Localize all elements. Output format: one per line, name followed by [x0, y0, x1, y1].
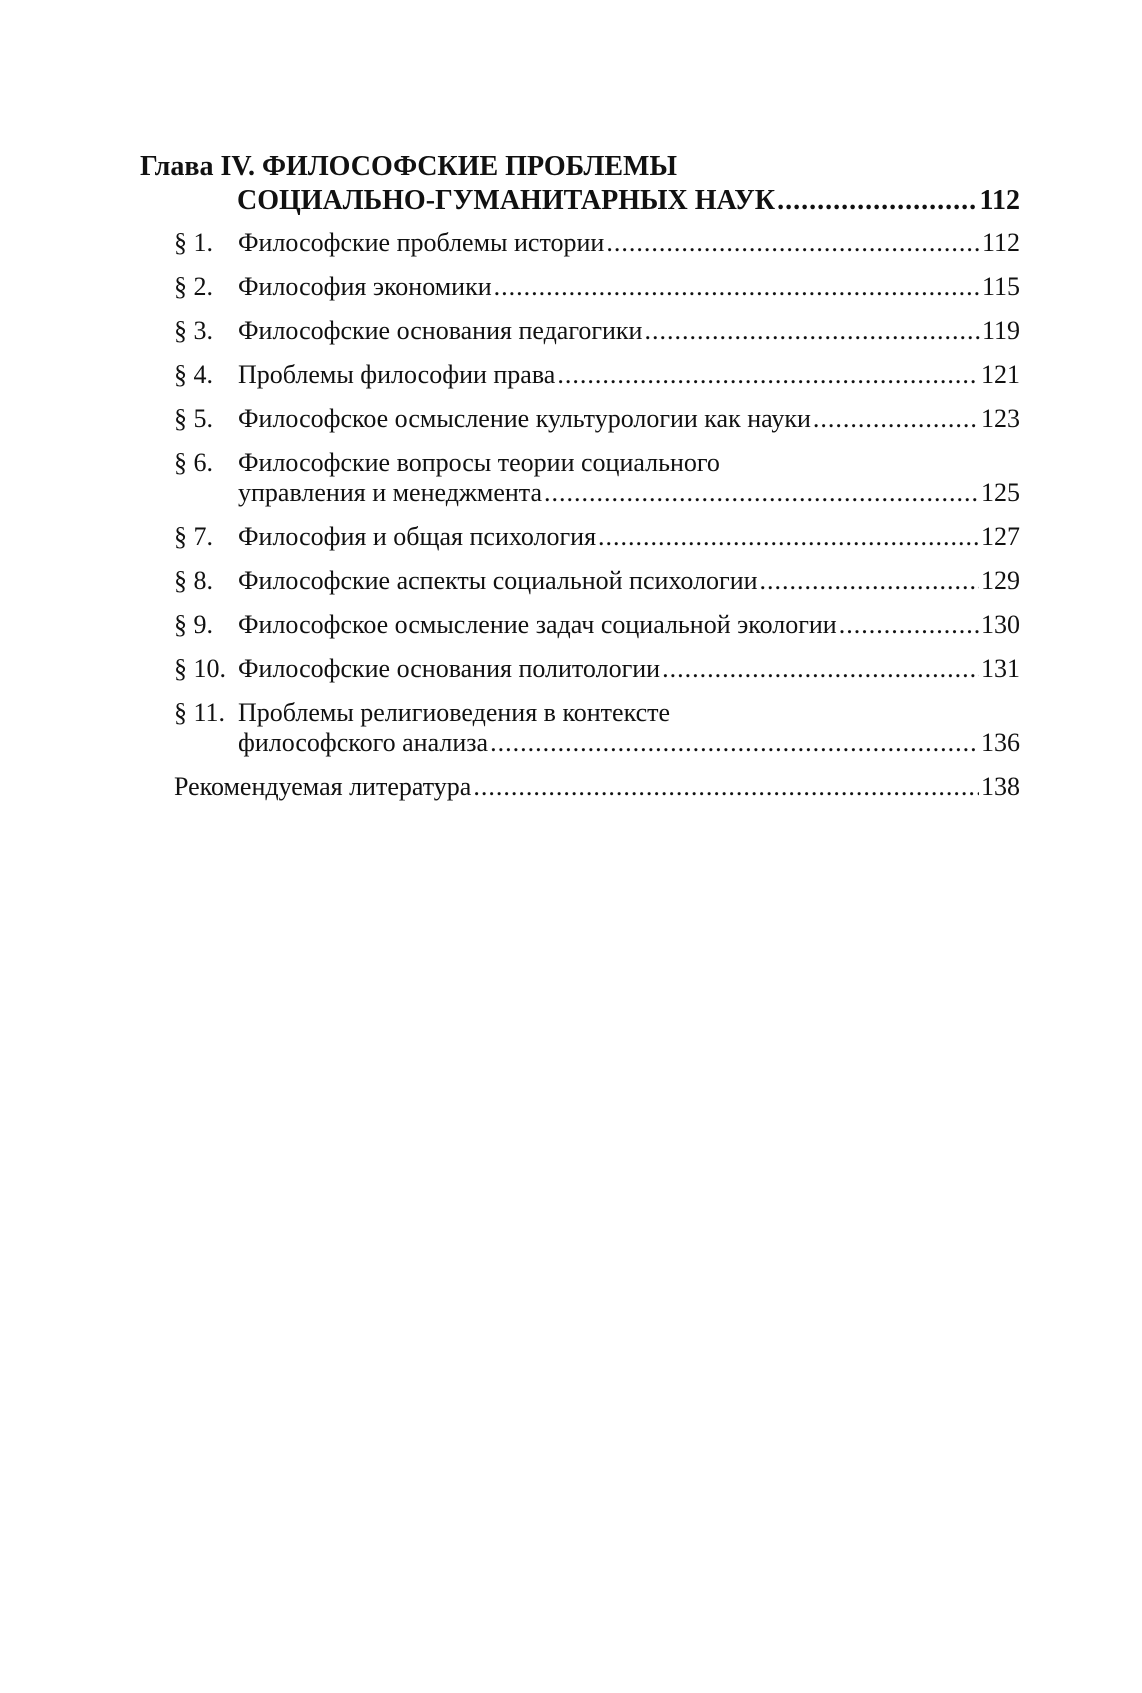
section-number: § 4.	[174, 360, 213, 389]
section-title-row	[238, 698, 1020, 728]
section-page-number: 119	[981, 316, 1020, 345]
toc-entry	[140, 522, 1020, 552]
dot-leader	[473, 772, 979, 802]
section-title-row	[238, 728, 1020, 758]
section-page-number: 136	[981, 728, 1020, 757]
section-title: философского анализа	[238, 728, 489, 757]
section-title: Проблемы религиоведения в контексте	[238, 698, 671, 727]
literature-body	[174, 772, 1020, 802]
section-title: Философия экономики	[238, 272, 492, 301]
dot-leader	[644, 316, 979, 346]
section-number: § 1.	[174, 228, 213, 257]
section-page-number: 121	[981, 360, 1020, 389]
toc-entry	[140, 404, 1020, 434]
section-title-row	[238, 522, 1020, 552]
section-body	[238, 566, 1020, 596]
chapter-title-line2-row	[140, 184, 1020, 218]
section-title: Проблемы философии права	[238, 360, 556, 389]
section-body	[238, 698, 1020, 758]
chapter-title-line2: СОЦИАЛЬНО-ГУМАНИТАРНЫХ НАУК	[237, 185, 776, 216]
section-body	[238, 404, 1020, 434]
section-body	[238, 360, 1020, 390]
section-page-number: 127	[981, 522, 1020, 551]
section-page-number: 123	[981, 404, 1020, 433]
section-body	[238, 272, 1020, 302]
section-title: управления и менеджмента	[238, 478, 543, 507]
dot-leader	[760, 566, 979, 596]
section-body	[238, 610, 1020, 640]
section-number: § 2.	[174, 272, 213, 301]
section-number: § 5.	[174, 404, 213, 433]
literature-entry	[140, 772, 1020, 802]
section-page-number: 125	[981, 478, 1020, 507]
toc-entry	[140, 698, 1020, 758]
section-body	[238, 316, 1020, 346]
chapter-heading	[140, 150, 1020, 218]
section-title: Философское осмысление задач социальной экологии	[238, 610, 837, 639]
section-title-row	[238, 316, 1020, 346]
section-page-number: 131	[981, 654, 1020, 683]
toc-entry	[140, 272, 1020, 302]
dot-leader	[557, 360, 979, 390]
section-number: § 9.	[174, 610, 213, 639]
section-page-number: 129	[981, 566, 1020, 595]
section-title: Философские вопросы теории социального	[238, 448, 720, 477]
section-title-row	[238, 566, 1020, 596]
dot-leader	[606, 228, 980, 258]
toc-entry	[140, 654, 1020, 684]
section-title-row	[238, 448, 1020, 478]
toc-entry	[140, 228, 1020, 258]
toc-entry	[140, 316, 1020, 346]
section-title: Философское осмысление культурологии как науки	[238, 404, 811, 433]
section-number: § 7.	[174, 522, 213, 551]
section-title: Философские проблемы истории	[238, 228, 605, 257]
toc-entry	[140, 360, 1020, 390]
section-number: § 8.	[174, 566, 213, 595]
section-number: § 11.	[174, 698, 226, 727]
table-of-contents	[140, 150, 1020, 816]
dot-leader	[777, 184, 977, 218]
section-title-row	[238, 228, 1020, 258]
chapter-page-number: 112	[979, 185, 1020, 216]
dot-leader	[662, 654, 979, 684]
section-body	[238, 228, 1020, 258]
section-list	[140, 228, 1020, 758]
dot-leader	[490, 728, 979, 758]
section-body	[238, 522, 1020, 552]
dot-leader	[544, 478, 979, 508]
section-title: Философские основания педагогики	[238, 316, 643, 345]
section-title-row	[238, 654, 1020, 684]
literature-title: Рекомендуемая литература	[174, 772, 472, 801]
section-body	[238, 654, 1020, 684]
section-title-row	[238, 272, 1020, 302]
toc-entry	[140, 566, 1020, 596]
section-page-number: 112	[981, 228, 1020, 257]
section-title: Философские основания политологии	[238, 654, 661, 683]
dot-leader	[813, 404, 979, 434]
section-title-row	[238, 360, 1020, 390]
toc-entry	[140, 448, 1020, 508]
literature-row	[174, 772, 1020, 802]
section-title: Философские аспекты социальной психологии	[238, 566, 758, 595]
section-number: § 10.	[174, 654, 226, 683]
section-body	[238, 448, 1020, 508]
section-title-row	[238, 478, 1020, 508]
section-page-number: 115	[981, 272, 1020, 301]
literature-page-number: 138	[981, 772, 1020, 801]
section-number: § 3.	[174, 316, 213, 345]
dot-leader	[598, 522, 979, 552]
dot-leader	[494, 272, 980, 302]
section-title: Философия и общая психология	[238, 522, 597, 551]
chapter-title-line1: Глава IV. ФИЛОСОФСКИЕ ПРОБЛЕМЫ	[140, 151, 677, 182]
section-title-row	[238, 610, 1020, 640]
section-page-number: 130	[981, 610, 1020, 639]
dot-leader	[839, 610, 979, 640]
section-number: § 6.	[174, 448, 213, 477]
toc-entry	[140, 610, 1020, 640]
section-title-row	[238, 404, 1020, 434]
